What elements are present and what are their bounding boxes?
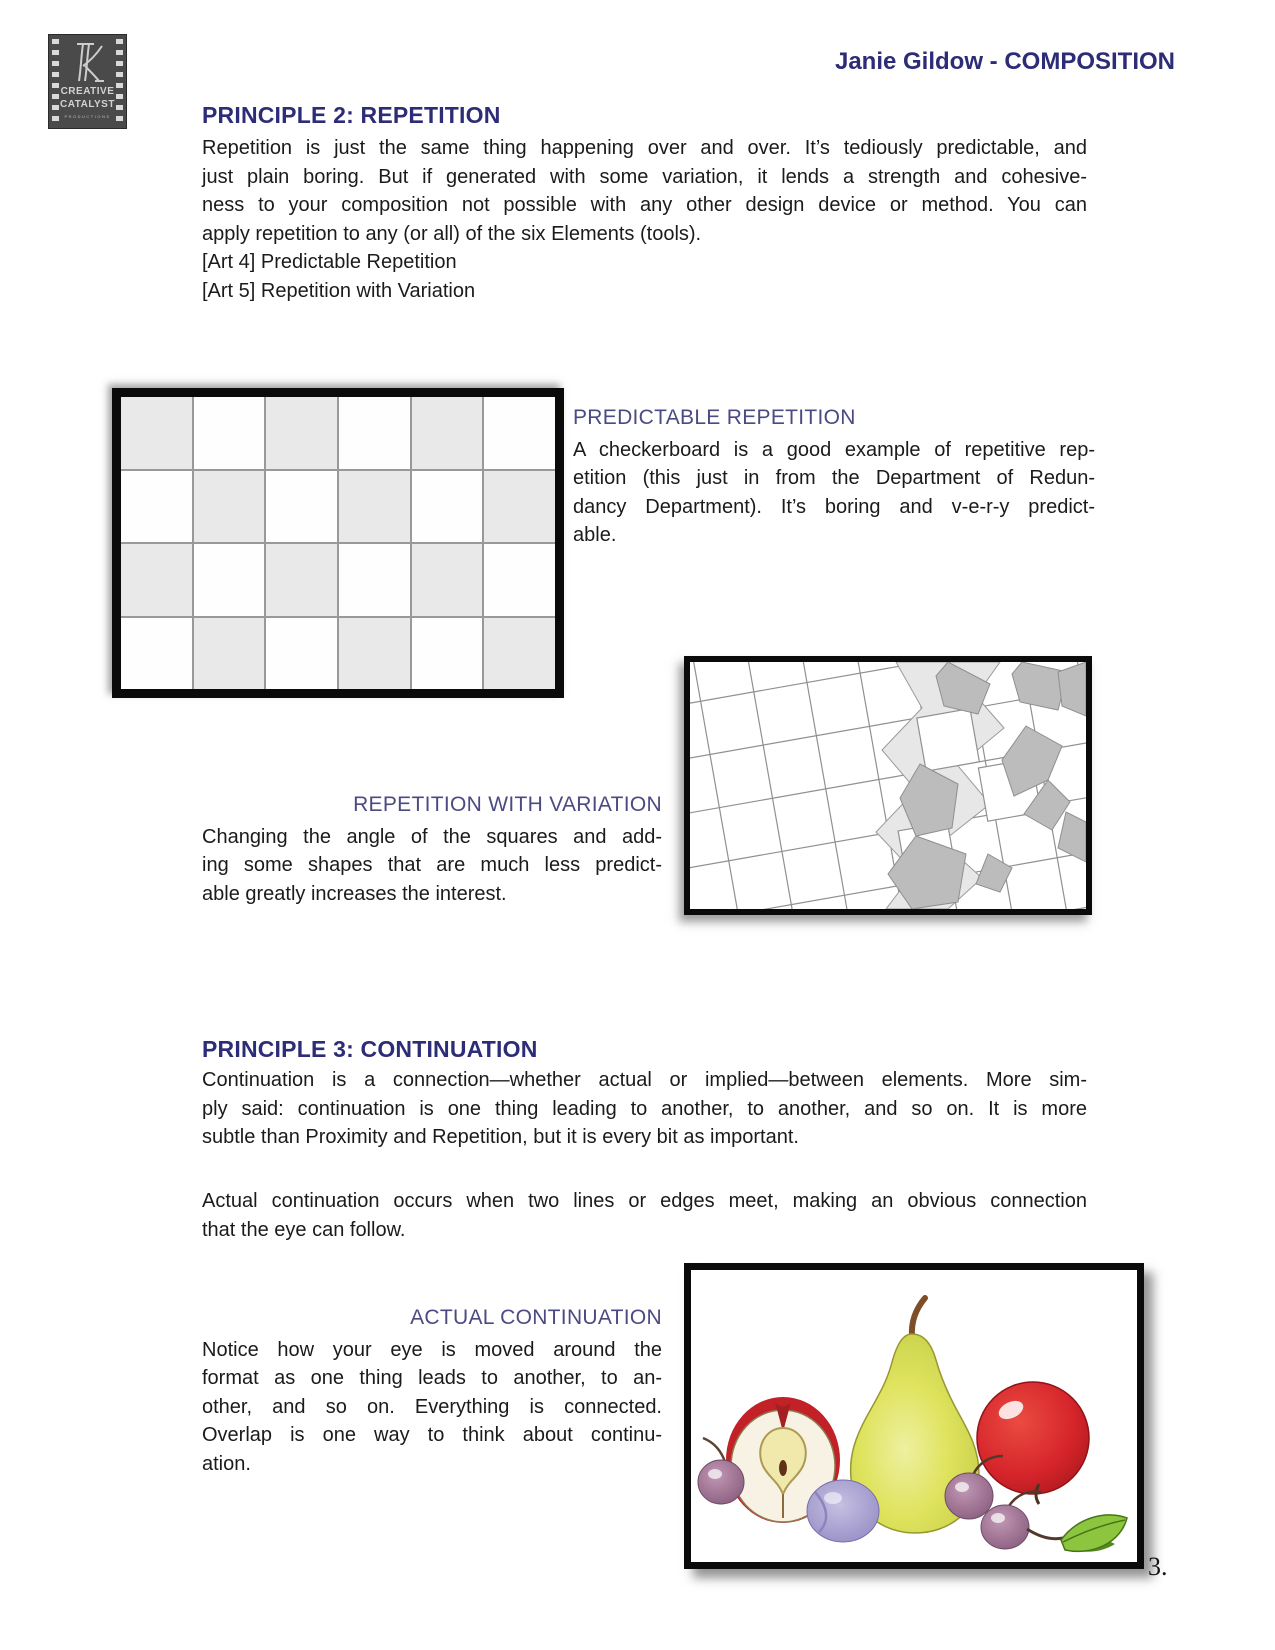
predictable-heading: PREDICTABLE REPETITION (573, 406, 856, 429)
checker-cell (339, 471, 410, 543)
text-line: able greatly increases the interest. (202, 882, 507, 905)
variation-drawing (690, 662, 1086, 909)
checker-cell (121, 544, 192, 616)
checker-cell (484, 618, 555, 690)
fruit-still-life-drawing (691, 1270, 1137, 1562)
text-line: [Art 4] Predictable Repetition (202, 251, 457, 273)
variation-body (202, 823, 662, 909)
text-line: Notice how your eye is moved around the (202, 1338, 662, 1361)
text-line: ing some shapes that are much less predict- (202, 854, 662, 876)
text-line: apply repetition to any (or all) of the six Elements (tools). (202, 222, 702, 245)
checkerboard-grid (121, 397, 555, 689)
text-line: [Art 5] Repetition with Variation (202, 279, 476, 302)
variation-caption (202, 791, 662, 908)
logo-text-catalyst: CATALYST (60, 99, 115, 110)
figure-predictable-repetition (112, 388, 564, 698)
text-line: ply said: continuation is one thing leading to another, to another, and so on. It is more (202, 1097, 1087, 1120)
variation-heading: REPETITION WITH VARIATION (353, 793, 662, 816)
text-line: etition (this just in from the Department of Redun- (573, 467, 1095, 489)
filmstrip-sprockets-left (52, 39, 59, 124)
text-line: just plain boring. But if generated with some variation, it lends a strength and cohesive- (202, 165, 1087, 188)
text-line: ation. (202, 1452, 251, 1475)
text-line: that the eye can follow. (202, 1218, 406, 1241)
logo-text-creative: CREATIVE (60, 86, 115, 97)
text-line: dancy Department). It’s boring and v-e-r-y predict- (573, 495, 1095, 518)
actual-heading: ACTUAL CONTINUATION (410, 1306, 662, 1329)
page-number: 3. (1148, 1552, 1168, 1581)
checker-cell (266, 618, 337, 690)
text-line: Continuation is a connection—whether actual or implied—between elements. More sim- (202, 1069, 1087, 1091)
checker-cell (412, 618, 483, 690)
text-line: able. (573, 524, 617, 546)
principle2-body (202, 134, 1087, 305)
figure-actual-continuation (684, 1263, 1144, 1569)
text-line: ness to your composition not possible with any other design device or method. You can (202, 194, 1087, 216)
predictable-body (573, 436, 1095, 550)
checker-cell (194, 544, 265, 616)
creative-catalyst-logo (48, 34, 127, 129)
text-line: Actual continuation occurs when two lines or edges meet, making an obvious connection (202, 1190, 1087, 1212)
figure-repetition-with-variation (684, 656, 1092, 915)
text-line: Changing the angle of the squares and add- (202, 825, 662, 848)
checker-cell (339, 618, 410, 690)
principle3-heading: PRINCIPLE 3: CONTINUATION (202, 1036, 538, 1062)
actual-body (202, 1336, 662, 1479)
text-line: A checkerboard is a good example of repetitive rep- (573, 438, 1095, 461)
checker-cell (194, 618, 265, 690)
page-title: Janie Gildow - COMPOSITION (834, 48, 1175, 75)
checker-cell (266, 471, 337, 543)
actual-caption (202, 1304, 662, 1478)
checker-cell (484, 471, 555, 543)
checker-cell (194, 397, 265, 469)
text-line: subtle than Proximity and Repetition, but it is every bit as important. (202, 1126, 799, 1148)
checker-cell (266, 544, 337, 616)
checker-cell (339, 544, 410, 616)
checker-cell (412, 544, 483, 616)
text-line: format as one thing leads to another, to an- (202, 1367, 662, 1389)
filmstrip-sprockets-right (116, 39, 123, 124)
checker-cell (412, 471, 483, 543)
checker-cell (339, 397, 410, 469)
principle3-body1 (202, 1066, 1087, 1152)
jk-monogram-icon (66, 39, 110, 85)
text-line: other, and so on. Everything is connected. (202, 1395, 662, 1418)
checker-cell (484, 544, 555, 616)
checker-cell (194, 471, 265, 543)
logo-text-productions: PRODUCTIONS (64, 114, 111, 119)
checker-cell (121, 618, 192, 690)
principle3-body2 (202, 1187, 1087, 1244)
checker-cell (266, 397, 337, 469)
text-line: Repetition is just the same thing happening over and over. It’s tediously predictable, and (202, 137, 1087, 159)
predictable-caption (573, 404, 1095, 550)
checker-cell (412, 397, 483, 469)
checker-cell (121, 471, 192, 543)
principle2-heading: PRINCIPLE 2: REPETITION (202, 102, 501, 128)
text-line: Overlap is one way to think about continu- (202, 1424, 662, 1446)
checker-cell (484, 397, 555, 469)
checker-cell (121, 397, 192, 469)
plum (807, 1480, 879, 1542)
